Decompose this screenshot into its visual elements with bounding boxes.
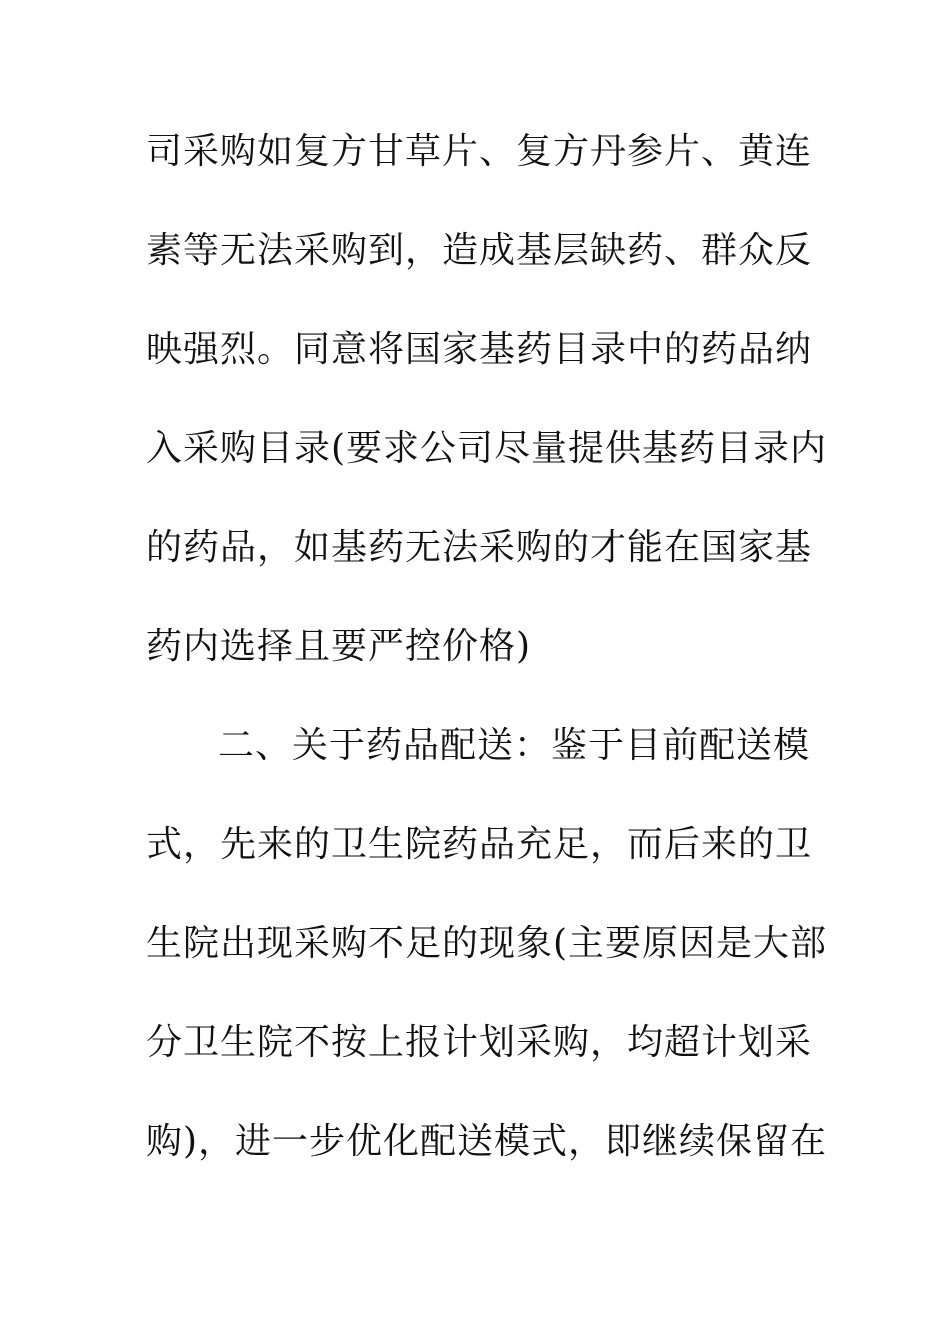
text-line: 生院出现采购不足的现象(主要原因是大部 [146, 923, 828, 964]
text-line: 药内选择且要严控价格) [146, 626, 532, 667]
text-line: 司采购如复方甘草片、复方丹参片、黄连 [146, 131, 813, 172]
document-body [146, 122, 828, 1211]
text-line: 购)，进一步优化配送模式，即继续保留在 [146, 1121, 828, 1162]
text-line: 的药品，如基药无法采购的才能在国家基 [146, 527, 813, 568]
text-line: 素等无法采购到，造成基层缺药、群众反 [146, 230, 813, 271]
section-heading-line: 二、关于药品配送：鉴于目前配送模 [218, 725, 811, 766]
text-line: 映强烈。同意将国家基药目录中的药品纳 [146, 329, 813, 370]
text-line: 式，先来的卫生院药品充足，而后来的卫 [146, 824, 813, 865]
text-line: 分卫生院不按上报计划采购，均超计划采 [146, 1022, 813, 1063]
text-line: 入采购目录(要求公司尽量提供基药目录内 [146, 428, 828, 469]
